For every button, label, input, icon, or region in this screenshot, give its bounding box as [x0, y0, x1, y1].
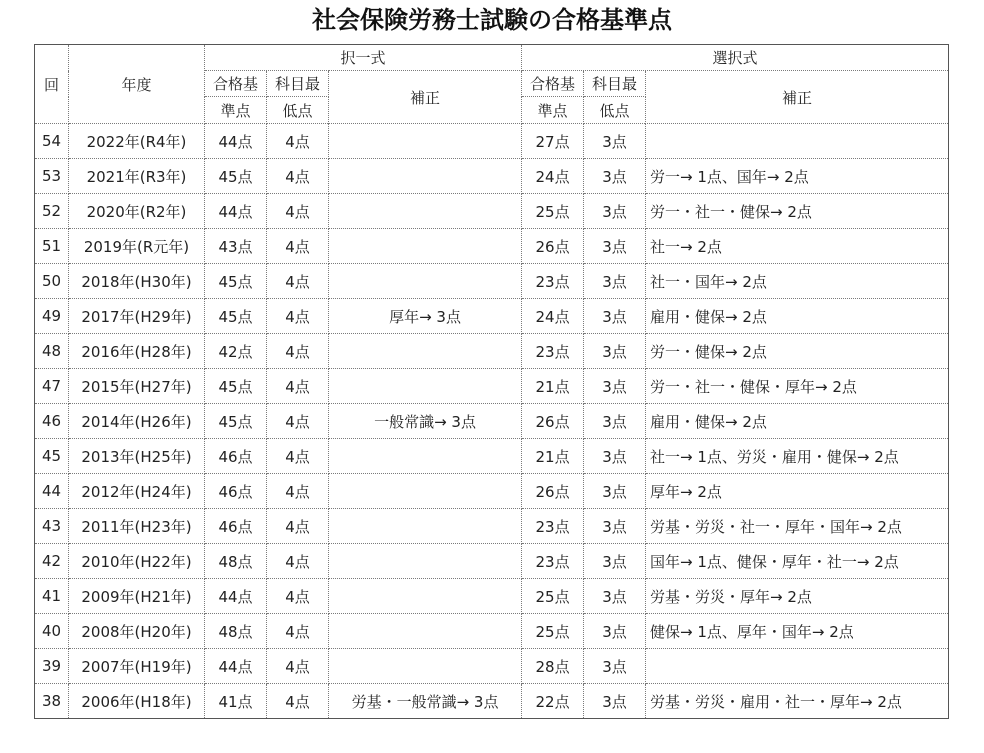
table-row	[35, 684, 949, 719]
cell-takuitsu-hosei	[329, 264, 522, 299]
cell-sentaku-hosei: 厚年→ 2点	[646, 474, 949, 509]
table-row	[35, 579, 949, 614]
cell-kai: 42	[35, 544, 69, 579]
cell-sentaku-hosei	[646, 124, 949, 159]
cell-nendo: 2022年(R4年)	[69, 124, 205, 159]
cell-sentaku-hosei: 労基・労災・社一・厚年・国年→ 2点	[646, 509, 949, 544]
cell-sentaku-hosei: 労一→ 1点、国年→ 2点	[646, 159, 949, 194]
cell-nendo: 2014年(H26年)	[69, 404, 205, 439]
cell-takuitsu-goukaku: 44点	[205, 649, 267, 684]
table-row	[35, 194, 949, 229]
table-row	[35, 404, 949, 439]
cell-takuitsu-goukaku: 42点	[205, 334, 267, 369]
cell-sentaku-kamoku: 3点	[584, 264, 646, 299]
cell-sentaku-kamoku: 3点	[584, 369, 646, 404]
cell-kai: 54	[35, 124, 69, 159]
cell-sentaku-goukaku: 26点	[522, 229, 584, 264]
cell-sentaku-goukaku: 21点	[522, 439, 584, 474]
cell-sentaku-hosei: 労一・健保→ 2点	[646, 334, 949, 369]
table-row	[35, 229, 949, 264]
cell-nendo: 2013年(H25年)	[69, 439, 205, 474]
cell-takuitsu-hosei	[329, 229, 522, 264]
cell-takuitsu-hosei: 厚年→ 3点	[329, 299, 522, 334]
cell-takuitsu-goukaku: 45点	[205, 299, 267, 334]
cell-takuitsu-kamoku: 4点	[267, 509, 329, 544]
cell-sentaku-kamoku: 3点	[584, 544, 646, 579]
cell-takuitsu-kamoku: 4点	[267, 299, 329, 334]
cell-nendo: 2007年(H19年)	[69, 649, 205, 684]
cell-takuitsu-hosei	[329, 369, 522, 404]
cell-sentaku-kamoku: 3点	[584, 299, 646, 334]
cell-takuitsu-hosei	[329, 439, 522, 474]
cell-sentaku-kamoku: 3点	[584, 684, 646, 719]
cell-takuitsu-hosei: 労基・一般常識→ 3点	[329, 684, 522, 719]
cell-takuitsu-hosei	[329, 474, 522, 509]
cell-sentaku-goukaku: 23点	[522, 509, 584, 544]
cell-takuitsu-goukaku: 44点	[205, 194, 267, 229]
cell-takuitsu-goukaku: 44点	[205, 124, 267, 159]
table-body	[35, 124, 949, 719]
cell-sentaku-goukaku: 23点	[522, 334, 584, 369]
cell-kai: 44	[35, 474, 69, 509]
table-row	[35, 509, 949, 544]
cell-takuitsu-hosei	[329, 509, 522, 544]
cell-sentaku-kamoku: 3点	[584, 124, 646, 159]
header-kai: 回	[35, 45, 69, 124]
header-s-kamoku-2: 低点	[584, 97, 646, 124]
header-nendo: 年度	[69, 45, 205, 124]
cell-sentaku-kamoku: 3点	[584, 439, 646, 474]
cell-sentaku-hosei: 雇用・健保→ 2点	[646, 299, 949, 334]
table-row	[35, 159, 949, 194]
cell-sentaku-hosei: 社一・国年→ 2点	[646, 264, 949, 299]
cell-sentaku-hosei: 国年→ 1点、健保・厚年・社一→ 2点	[646, 544, 949, 579]
passing-score-table	[34, 44, 949, 719]
cell-takuitsu-goukaku: 46点	[205, 474, 267, 509]
cell-takuitsu-kamoku: 4点	[267, 544, 329, 579]
cell-takuitsu-kamoku: 4点	[267, 264, 329, 299]
cell-takuitsu-kamoku: 4点	[267, 334, 329, 369]
cell-takuitsu-kamoku: 4点	[267, 649, 329, 684]
table-row	[35, 124, 949, 159]
cell-takuitsu-hosei	[329, 614, 522, 649]
cell-sentaku-hosei: 雇用・健保→ 2点	[646, 404, 949, 439]
cell-takuitsu-hosei: 一般常識→ 3点	[329, 404, 522, 439]
cell-sentaku-goukaku: 24点	[522, 159, 584, 194]
cell-nendo: 2009年(H21年)	[69, 579, 205, 614]
cell-kai: 43	[35, 509, 69, 544]
cell-takuitsu-hosei	[329, 124, 522, 159]
cell-sentaku-kamoku: 3点	[584, 649, 646, 684]
cell-sentaku-kamoku: 3点	[584, 614, 646, 649]
cell-nendo: 2021年(R3年)	[69, 159, 205, 194]
cell-takuitsu-kamoku: 4点	[267, 404, 329, 439]
cell-nendo: 2010年(H22年)	[69, 544, 205, 579]
header-s-goukaku-1: 合格基	[522, 71, 584, 97]
cell-takuitsu-goukaku: 48点	[205, 544, 267, 579]
cell-nendo: 2016年(H28年)	[69, 334, 205, 369]
header-t-hosei: 補正	[329, 71, 522, 124]
cell-nendo: 2020年(R2年)	[69, 194, 205, 229]
header-t-goukaku-2: 準点	[205, 97, 267, 124]
cell-sentaku-kamoku: 3点	[584, 579, 646, 614]
cell-nendo: 2008年(H20年)	[69, 614, 205, 649]
cell-kai: 51	[35, 229, 69, 264]
header-s-hosei: 補正	[646, 71, 949, 124]
cell-sentaku-hosei: 社一→ 2点	[646, 229, 949, 264]
cell-takuitsu-kamoku: 4点	[267, 474, 329, 509]
cell-kai: 48	[35, 334, 69, 369]
header-t-goukaku-1: 合格基	[205, 71, 267, 97]
cell-sentaku-kamoku: 3点	[584, 474, 646, 509]
header-takuitsu: 択一式	[205, 45, 522, 71]
cell-takuitsu-goukaku: 43点	[205, 229, 267, 264]
table-row	[35, 649, 949, 684]
cell-sentaku-kamoku: 3点	[584, 509, 646, 544]
cell-takuitsu-hosei	[329, 194, 522, 229]
cell-nendo: 2011年(H23年)	[69, 509, 205, 544]
cell-kai: 52	[35, 194, 69, 229]
cell-takuitsu-goukaku: 46点	[205, 509, 267, 544]
cell-sentaku-goukaku: 26点	[522, 404, 584, 439]
cell-sentaku-hosei: 健保→ 1点、厚年・国年→ 2点	[646, 614, 949, 649]
cell-sentaku-kamoku: 3点	[584, 404, 646, 439]
cell-kai: 38	[35, 684, 69, 719]
table-row	[35, 369, 949, 404]
table-row	[35, 614, 949, 649]
cell-sentaku-goukaku: 25点	[522, 579, 584, 614]
header-row-group	[35, 45, 949, 71]
cell-kai: 50	[35, 264, 69, 299]
cell-nendo: 2006年(H18年)	[69, 684, 205, 719]
header-sentaku: 選択式	[522, 45, 949, 71]
cell-sentaku-kamoku: 3点	[584, 159, 646, 194]
cell-sentaku-goukaku: 23点	[522, 264, 584, 299]
cell-takuitsu-kamoku: 4点	[267, 124, 329, 159]
header-t-kamoku-1: 科目最	[267, 71, 329, 97]
header-s-kamoku-1: 科目最	[584, 71, 646, 97]
table-row	[35, 439, 949, 474]
table-row	[35, 264, 949, 299]
cell-sentaku-hosei: 労一・社一・健保・厚年→ 2点	[646, 369, 949, 404]
cell-takuitsu-kamoku: 4点	[267, 614, 329, 649]
cell-takuitsu-goukaku: 45点	[205, 369, 267, 404]
cell-sentaku-kamoku: 3点	[584, 194, 646, 229]
cell-takuitsu-hosei	[329, 334, 522, 369]
table-row	[35, 334, 949, 369]
table-row	[35, 299, 949, 334]
table-row	[35, 474, 949, 509]
page-title: 社会保険労務士試験の合格基準点	[312, 6, 672, 34]
header-s-goukaku-2: 準点	[522, 97, 584, 124]
cell-sentaku-kamoku: 3点	[584, 229, 646, 264]
cell-takuitsu-goukaku: 46点	[205, 439, 267, 474]
cell-takuitsu-hosei	[329, 544, 522, 579]
cell-sentaku-goukaku: 24点	[522, 299, 584, 334]
cell-sentaku-goukaku: 25点	[522, 614, 584, 649]
cell-takuitsu-kamoku: 4点	[267, 159, 329, 194]
cell-nendo: 2012年(H24年)	[69, 474, 205, 509]
cell-sentaku-goukaku: 25点	[522, 194, 584, 229]
cell-nendo: 2019年(R元年)	[69, 229, 205, 264]
cell-sentaku-hosei	[646, 649, 949, 684]
header-t-kamoku-2: 低点	[267, 97, 329, 124]
cell-takuitsu-goukaku: 45点	[205, 404, 267, 439]
cell-kai: 45	[35, 439, 69, 474]
cell-takuitsu-kamoku: 4点	[267, 684, 329, 719]
cell-takuitsu-goukaku: 41点	[205, 684, 267, 719]
cell-takuitsu-kamoku: 4点	[267, 579, 329, 614]
cell-nendo: 2017年(H29年)	[69, 299, 205, 334]
cell-sentaku-goukaku: 26点	[522, 474, 584, 509]
cell-kai: 41	[35, 579, 69, 614]
cell-sentaku-goukaku: 21点	[522, 369, 584, 404]
cell-kai: 49	[35, 299, 69, 334]
cell-takuitsu-goukaku: 45点	[205, 264, 267, 299]
cell-sentaku-hosei: 労基・労災・厚年→ 2点	[646, 579, 949, 614]
cell-takuitsu-goukaku: 45点	[205, 159, 267, 194]
cell-takuitsu-kamoku: 4点	[267, 194, 329, 229]
cell-sentaku-goukaku: 22点	[522, 684, 584, 719]
cell-nendo: 2018年(H30年)	[69, 264, 205, 299]
cell-kai: 39	[35, 649, 69, 684]
cell-takuitsu-kamoku: 4点	[267, 229, 329, 264]
cell-takuitsu-goukaku: 44点	[205, 579, 267, 614]
cell-takuitsu-hosei	[329, 579, 522, 614]
cell-takuitsu-goukaku: 48点	[205, 614, 267, 649]
cell-takuitsu-kamoku: 4点	[267, 439, 329, 474]
cell-sentaku-goukaku: 28点	[522, 649, 584, 684]
cell-kai: 47	[35, 369, 69, 404]
cell-sentaku-hosei: 社一→ 1点、労災・雇用・健保→ 2点	[646, 439, 949, 474]
cell-kai: 46	[35, 404, 69, 439]
cell-kai: 40	[35, 614, 69, 649]
cell-sentaku-kamoku: 3点	[584, 334, 646, 369]
cell-sentaku-goukaku: 27点	[522, 124, 584, 159]
cell-kai: 53	[35, 159, 69, 194]
cell-sentaku-hosei: 労基・労災・雇用・社一・厚年→ 2点	[646, 684, 949, 719]
table-row	[35, 544, 949, 579]
cell-takuitsu-hosei	[329, 159, 522, 194]
cell-takuitsu-hosei	[329, 649, 522, 684]
cell-nendo: 2015年(H27年)	[69, 369, 205, 404]
cell-sentaku-goukaku: 23点	[522, 544, 584, 579]
cell-takuitsu-kamoku: 4点	[267, 369, 329, 404]
cell-sentaku-hosei: 労一・社一・健保→ 2点	[646, 194, 949, 229]
